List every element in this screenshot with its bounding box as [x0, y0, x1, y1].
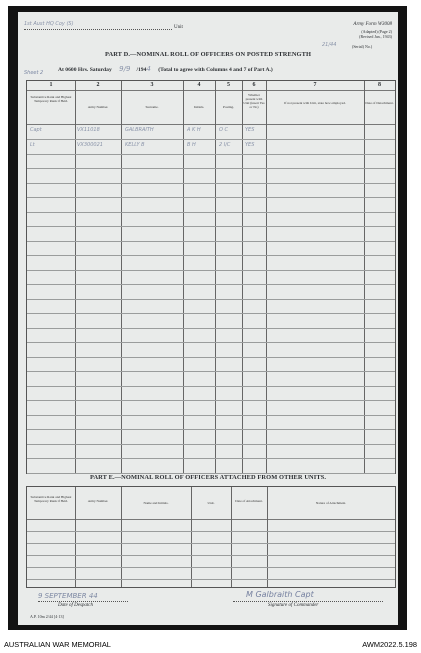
year-value: 4 — [146, 65, 151, 73]
ruled-line — [27, 531, 395, 532]
col-header-rank: Substantive Rank and Highest Temporary Rank if Held. — [30, 95, 72, 103]
ruled-line — [27, 212, 395, 213]
despatch-underline — [38, 601, 128, 602]
row-2-posting: 2 I/C — [219, 142, 231, 148]
col-num-8: 8 — [378, 82, 381, 88]
ruled-line — [27, 386, 395, 387]
row-1-present: YES — [245, 127, 255, 133]
unit-label: Unit — [174, 25, 183, 30]
col-num-5: 5 — [227, 82, 230, 88]
row-1-surname: GALBRAITH — [125, 127, 154, 133]
footer-institution: AUSTRALIAN WAR MEMORIAL — [4, 640, 111, 649]
part-d-title: PART D.—NOMINAL ROLL OF OFFICERS ON POSTED STRENGTH — [104, 51, 312, 58]
year-prefix: /194 — [136, 67, 147, 73]
e-col-header-date: Date of Attachment. — [235, 499, 263, 503]
archive-footer — [0, 634, 421, 653]
form-name: Army Form W3008 — [353, 22, 392, 27]
ruled-line — [27, 342, 395, 343]
part-e-table — [26, 486, 396, 588]
ruled-line — [27, 270, 395, 271]
commander-signature: M Galbraith Capt — [246, 590, 314, 599]
ruled-line — [27, 168, 395, 169]
date-suffix: (Total to agree with Columns 4 and 7 of Part A.) — [158, 67, 273, 73]
printer-note: A.P. 10m 2/44 [4·13] — [30, 614, 64, 619]
col-header-posting: Posting. — [222, 105, 235, 109]
part-d-table — [26, 80, 396, 474]
serial-value: 21/44 — [322, 42, 337, 48]
col-header-detachment: Date of Detachment. — [365, 101, 394, 105]
date-value: 9/9 — [119, 65, 131, 73]
ruled-line — [27, 226, 395, 227]
despatch-label: Date of Despatch — [58, 603, 93, 608]
form-revised: (Revised Jan., 1943) — [359, 34, 392, 39]
col-num-3: 3 — [150, 82, 154, 88]
e-col-header-name: Name and Initials. — [143, 501, 169, 505]
unit-value: 1st Aust HQ Coy (S) — [24, 21, 74, 27]
row-1-rank: Capt — [30, 127, 42, 133]
col-num-7: 7 — [313, 82, 317, 88]
signature-underline — [233, 601, 383, 602]
col-header-present: Whether present with Unit (insert Yes or No) — [243, 93, 265, 109]
scanned-form-page — [8, 6, 407, 630]
ruled-line — [27, 241, 395, 242]
unit-underline — [24, 29, 172, 30]
ruled-line — [27, 299, 395, 300]
signature-label: Signature of Commander — [268, 603, 319, 608]
row-1-initials: A K H — [187, 127, 201, 133]
form-paper — [18, 12, 398, 625]
ruled-line — [27, 183, 395, 184]
ruled-line — [27, 197, 395, 198]
row-2-army-number: VX300021 — [77, 142, 103, 148]
ruled-line — [27, 255, 395, 256]
despatch-date: 9 SEPTEMBER 44 — [38, 592, 98, 600]
col-num-2: 2 — [96, 82, 100, 88]
col-header-initials: Initials. — [193, 105, 205, 109]
e-col-header-rank: Substantive Rank and Highest Temporary Rank if Held. — [30, 495, 72, 503]
serial-label: (Serial) No.) — [352, 44, 373, 49]
footer-accession: AWM2022.5.198 — [362, 640, 417, 649]
ruled-line — [27, 555, 395, 556]
ruled-line — [27, 154, 395, 155]
part-e-title: PART E.—NOMINAL ROLL OF OFFICERS ATTACHED FROM OTHER UNITS. — [89, 474, 327, 481]
row-2-present: YES — [245, 142, 255, 148]
col-num-1: 1 — [49, 82, 53, 88]
ruled-line — [27, 415, 395, 416]
col-num-4: 4 — [197, 82, 201, 88]
e-col-header-unit: Unit. — [207, 501, 215, 505]
date-prefix: At 0600 Hrs. Saturday — [58, 67, 112, 73]
row-1-army-number: VX11018 — [77, 127, 100, 133]
ruled-line — [27, 543, 395, 544]
ruled-line — [27, 371, 395, 372]
col-header-employed: If not present with Unit, state how employed. — [284, 101, 346, 105]
ruled-line — [27, 429, 395, 430]
ruled-line — [27, 328, 395, 329]
part-d-date-line — [58, 65, 273, 73]
row-1-posting: O C — [219, 127, 229, 133]
ruled-line — [27, 579, 395, 580]
row-2-rank: Lt — [30, 142, 35, 148]
ruled-line — [27, 357, 395, 358]
ruled-line — [27, 567, 395, 568]
ruled-line — [27, 458, 395, 459]
sheet-label: Sheet 2 — [24, 70, 44, 76]
col-header-surname: Surname. — [145, 105, 159, 109]
ruled-line — [27, 400, 395, 401]
row-2-surname: KELLY B — [125, 142, 145, 148]
form-adapted: (Adapted) (Page 2) — [361, 29, 392, 34]
ruled-line — [27, 313, 395, 314]
col-header-army-number: Army Number. — [87, 105, 109, 109]
ruled-line — [27, 284, 395, 285]
e-col-header-nature: Nature of Attachment. — [315, 501, 347, 505]
col-num-6: 6 — [252, 82, 256, 88]
e-col-header-army-number: Army Number. — [87, 499, 109, 503]
ruled-line — [27, 444, 395, 445]
ruled-line — [27, 139, 395, 140]
row-2-initials: B H — [187, 142, 196, 148]
